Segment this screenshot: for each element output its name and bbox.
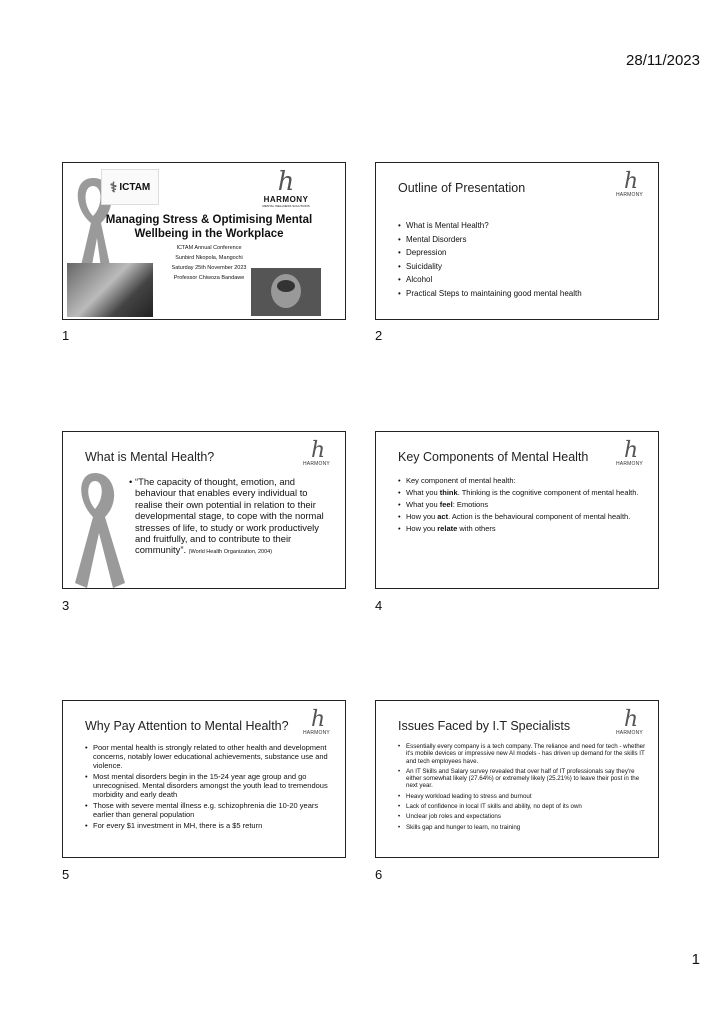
list-item: • How you relate with others [398,524,648,533]
harmony-h-icon: h [277,167,295,197]
list-item: • Unclear job roles and expectations [398,813,648,820]
list-item: • What you feel: Emotions [398,500,648,509]
slide-number-1: 1 [62,328,70,343]
list-item: • Skills gap and hunger to learn, no training [398,824,648,831]
slide-number-4: 4 [375,598,383,613]
list-item: • Lack of confidence in local IT skills and ability, no dept of its own [398,803,648,810]
slide-4 [375,431,659,589]
ictam-logo: ⚕ ICTAM [101,169,159,205]
quote-block: • “The capacity of thought, emotion, and behaviour that enables every individual to realise their own potential in relation to their developmental stage, to cope with the normal stresses of life, to study or work productively and fruitfully, and to contribute to their community”. (World Health Organization, 2004) [129,476,324,556]
slide-title: Why Pay Attention to Mental Health? [85,719,289,733]
list-item: • What you think. Thinking is the cognitive component of mental health. [398,488,648,497]
list-item: • Mental Disorders [398,233,582,247]
slide-1 [62,162,346,320]
head-photo [251,268,321,316]
list-item: • Suicidality [398,260,582,274]
harmony-logo: h HARMONY [616,169,643,198]
harmony-logo: h HARMONY [616,438,643,467]
slide-2 [375,162,659,320]
list-item: • Most mental disorders begin in the 15-24 year age group and go unrecognised. Mental disorders amongst the youth lead to tremendous morbidity and early death [85,772,337,799]
citation: (World Health Organization, 2004) [188,549,273,556]
slide-title: What is Mental Health? [85,450,215,464]
slide-title: Outline of Presentation [398,181,526,195]
slide-subtitle: ICTAM Annual Conference Sunbird Nkopola, Mangochi Saturday 25th November 2023 Professor Chiwoza Bandawe [171,245,247,281]
list-item: • Alcohol [398,273,582,287]
list-item: • How you act. Action is the behavioural component of mental health. [398,512,648,521]
harmony-logo: h HARMONY [303,438,330,467]
slide-6 [375,700,659,858]
harmony-logo: h HARMONY MENTAL WELLNESS SOLUTIONS [259,169,313,209]
bullet-list [398,476,648,533]
list-item: • Poor mental health is strongly related to other health and development concerns, notably lower educational achievements, substance use and violence. [85,743,337,770]
list-item: • What is Mental Health? [398,219,582,233]
slide-number-3: 3 [62,598,70,613]
slide-number-2: 2 [375,328,383,343]
print-date: 28/11/2023 [626,52,700,69]
slide-title: Issues Faced by I.T Specialists [398,719,571,733]
bullet-list [398,219,582,300]
list-item: • Heavy workload leading to stress and burnout [398,793,648,800]
slide-title: Key Components of Mental Health [398,450,589,464]
slide-3 [62,431,346,589]
harmony-logo: h HARMONY [303,707,330,736]
slide-title: Managing Stress & Optimising Mental Wellbeing in the Workplace [105,214,313,240]
list-item: • Depression [398,246,582,260]
slide-number-6: 6 [375,867,383,882]
slide-5 [62,700,346,858]
page-number: 1 [691,951,700,968]
list-item: • For every $1 investment in MH, there is a $5 return [85,821,337,830]
list-item: • Key component of mental health: [398,476,648,485]
list-item: • Those with severe mental illness e.g. schizophrenia die 10-20 years earlier than general population [85,801,337,819]
list-item: • Essentially every company is a tech company. The reliance and need for tech - whether it's mobile devices or impressive new AI models - has driven up demand for the skills IT and tech employees have. [398,743,648,765]
harmony-logo: h HARMONY [616,707,643,736]
list-item: • An IT Skills and Salary survey revealed that over half of IT professionals say they're either somewhat likely (27.64%) or extremely likely (25.21%) to leave their post in the next year. [398,768,648,790]
awareness-ribbon-image [65,467,135,589]
list-item: • Practical Steps to maintaining good mental health [398,287,582,301]
slide-number-5: 5 [62,867,70,882]
hands-photo [67,263,153,317]
bullet-list [85,743,337,830]
bullet-list [398,743,648,831]
